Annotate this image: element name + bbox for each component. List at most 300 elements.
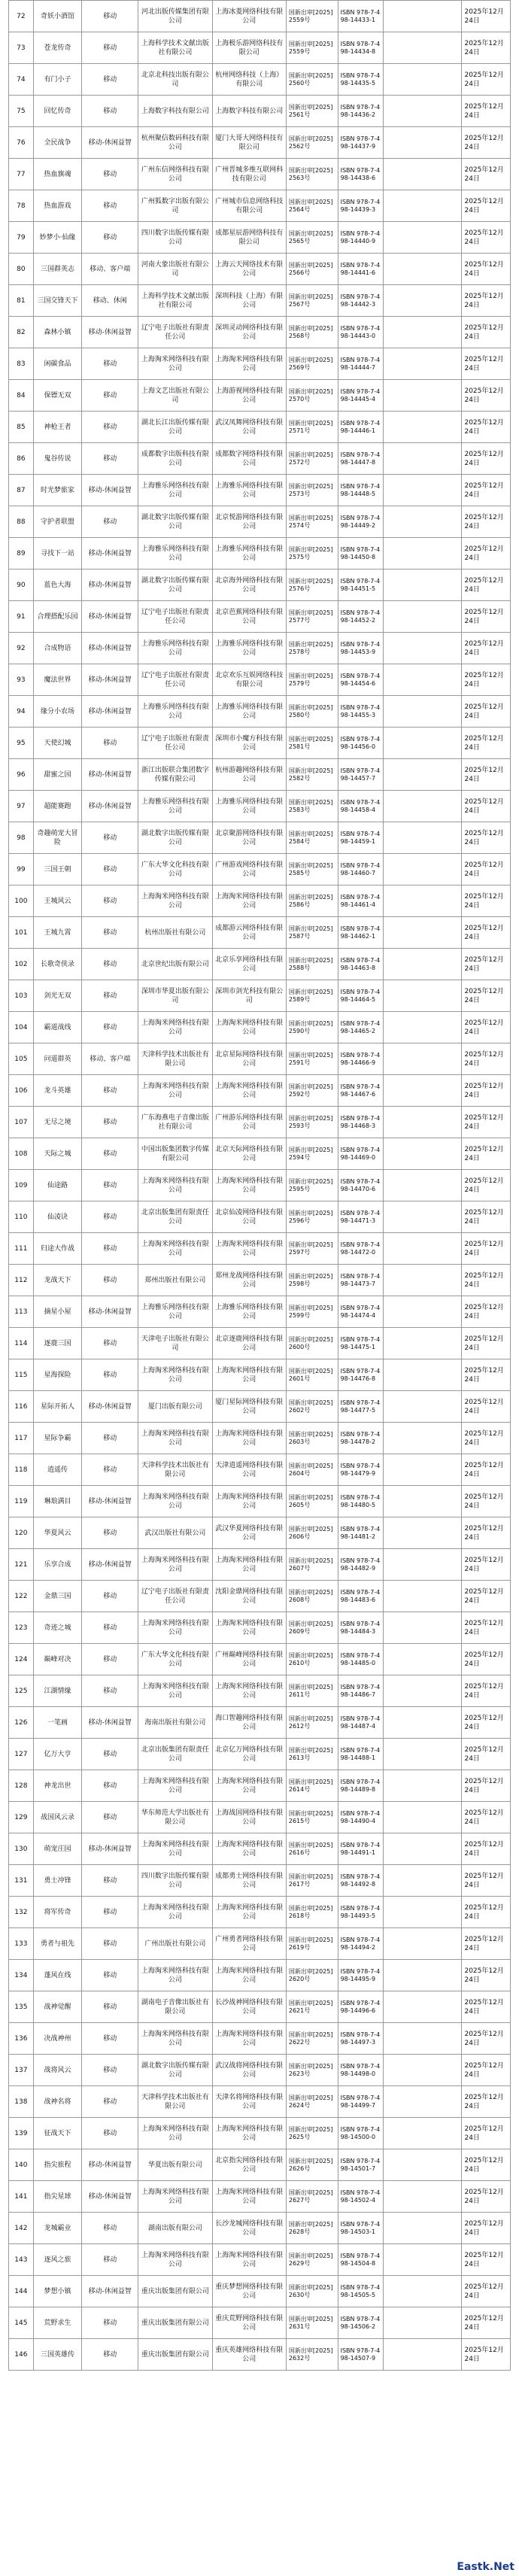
table-row — [9, 475, 511, 506]
publisher-name: 上海淘米网络科技有限公司 — [138, 2244, 212, 2276]
isbn-number: ISBN 978-7-498-14450-8 — [338, 538, 383, 570]
game-name: 回忆传奇 — [33, 96, 81, 127]
operator-name: 北京悦游网络科技有限公司 — [212, 506, 286, 538]
table-row — [9, 1770, 511, 1802]
table-row — [9, 1454, 511, 1486]
game-type: 移动 — [82, 1075, 138, 1107]
row-number: 109 — [9, 1170, 34, 1201]
table-row — [9, 506, 511, 538]
game-type: 移动 — [82, 1612, 138, 1644]
operator-name: 广州巅峰网络科技有限公司 — [212, 1644, 286, 1675]
row-number: 102 — [9, 949, 34, 980]
table-row — [9, 2213, 511, 2244]
table-row — [9, 854, 511, 886]
publisher-name: 深圳市华夏出版有限公司 — [138, 980, 212, 1012]
approval-number: 国新出审[2025]2603号 — [286, 1423, 338, 1454]
table-row — [9, 96, 511, 127]
game-name: 奇迹之城 — [33, 1612, 81, 1644]
blank-cell — [383, 2276, 462, 2307]
operator-name: 上海淘米网络科技有限公司 — [212, 1170, 286, 1201]
game-type: 移动-休闲益智 — [82, 601, 138, 633]
game-type: 移动-休闲益智 — [82, 2276, 138, 2307]
isbn-number: ISBN 978-7-498-14479-9 — [338, 1454, 383, 1486]
isbn-number: ISBN 978-7-498-14455-3 — [338, 696, 383, 728]
approval-date: 2025年12月24日 — [462, 759, 511, 791]
approval-number: 国新出审[2025]2629号 — [286, 2244, 338, 2276]
operator-name: 广州勇者网络科技有限公司 — [212, 1928, 286, 1960]
publisher-name: 杭州出版社有限公司 — [138, 917, 212, 949]
operator-name: 上海淘米网络科技有限公司 — [212, 1960, 286, 1991]
game-name: 热血旗魂 — [33, 159, 81, 190]
table-row — [9, 759, 511, 791]
blank-cell — [383, 1581, 462, 1612]
game-name: 三国王朝 — [33, 854, 81, 886]
row-number: 129 — [9, 1802, 34, 1833]
row-number: 118 — [9, 1454, 34, 1486]
operator-name: 深圳科技（上海）有限公司 — [212, 285, 286, 317]
row-number: 136 — [9, 2023, 34, 2055]
game-type: 移动 — [82, 2055, 138, 2086]
row-number: 75 — [9, 96, 34, 127]
publisher-name: 武汉出版社有限公司 — [138, 1517, 212, 1549]
approval-date: 2025年12月24日 — [462, 96, 511, 127]
approval-date: 2025年12月24日 — [462, 64, 511, 96]
publisher-name: 郑州出版社有限公司 — [138, 1265, 212, 1296]
operator-name: 重庆英雄网络科技有限公司 — [212, 2339, 286, 2371]
approval-number: 国新出审[2025]2570号 — [286, 380, 338, 412]
operator-name: 成都游云网络科技有限公司 — [212, 917, 286, 949]
table-row — [9, 1107, 511, 1138]
table-row — [9, 254, 511, 285]
approval-number: 国新出审[2025]2630号 — [286, 2276, 338, 2307]
isbn-number: ISBN 978-7-498-14490-4 — [338, 1802, 383, 1833]
blank-cell — [383, 1486, 462, 1517]
blank-cell — [383, 1138, 462, 1170]
approval-number: 国新出审[2025]2620号 — [286, 1960, 338, 1991]
publisher-name: 上海淘米网络科技有限公司 — [138, 1833, 212, 1865]
row-number: 108 — [9, 1138, 34, 1170]
blank-cell — [383, 1675, 462, 1707]
game-name: 妙梦小·仙缘 — [33, 222, 81, 254]
row-number: 93 — [9, 664, 34, 696]
approval-date: 2025年12月24日 — [462, 1486, 511, 1517]
game-type: 移动 — [82, 917, 138, 949]
isbn-number: ISBN 978-7-498-14442-3 — [338, 285, 383, 317]
operator-name: 北京海外网络科技有限公司 — [212, 570, 286, 601]
publisher-name: 上海淘米网络科技有限公司 — [138, 348, 212, 380]
approval-date: 2025年12月24日 — [462, 2149, 511, 2181]
approval-number: 国新出审[2025]2585号 — [286, 854, 338, 886]
row-number: 122 — [9, 1581, 34, 1612]
isbn-number: ISBN 978-7-498-14439-3 — [338, 190, 383, 222]
game-type: 移动 — [82, 2244, 138, 2276]
publisher-name: 北京出版集团有限责任公司 — [138, 1201, 212, 1233]
game-name: 指尖星球 — [33, 2181, 81, 2213]
approval-date: 2025年12月24日 — [462, 380, 511, 412]
game-type: 移动-休闲益智 — [82, 475, 138, 506]
approval-date: 2025年12月24日 — [462, 1201, 511, 1233]
approval-date: 2025年12月24日 — [462, 2118, 511, 2149]
blank-cell — [383, 1233, 462, 1265]
table-row — [9, 2055, 511, 2086]
blank-cell — [383, 1423, 462, 1454]
approval-number: 国新出审[2025]2574号 — [286, 506, 338, 538]
isbn-number: ISBN 978-7-498-14443-0 — [338, 317, 383, 348]
isbn-number: ISBN 978-7-498-14458-4 — [338, 791, 383, 822]
approval-date: 2025年12月24日 — [462, 2213, 511, 2244]
row-number: 95 — [9, 728, 34, 759]
blank-cell — [383, 96, 462, 127]
blank-cell — [383, 1012, 462, 1043]
approval-number: 国新出审[2025]2561号 — [286, 96, 338, 127]
game-type: 移动 — [82, 854, 138, 886]
blank-cell — [383, 412, 462, 443]
operator-name: 成都数字网络科技有限公司 — [212, 443, 286, 475]
game-name: 热血游戏 — [33, 190, 81, 222]
blank-cell — [383, 1359, 462, 1391]
approval-date: 2025年12月24日 — [462, 1012, 511, 1043]
approval-number: 国新出审[2025]2623号 — [286, 2055, 338, 2086]
blank-cell — [383, 1170, 462, 1201]
table-row — [9, 2023, 511, 2055]
operator-name: 上海淘米网络科技有限公司 — [212, 1075, 286, 1107]
blank-cell — [383, 1107, 462, 1138]
row-number: 137 — [9, 2055, 34, 2086]
blank-cell — [383, 506, 462, 538]
isbn-number: ISBN 978-7-498-14478-2 — [338, 1423, 383, 1454]
approval-date: 2025年12月24日 — [462, 348, 511, 380]
operator-name: 成都勇士网络科技有限公司 — [212, 1865, 286, 1897]
table-row — [9, 1581, 511, 1612]
approval-date: 2025年12月24日 — [462, 1770, 511, 1802]
approval-number: 国新出审[2025]2568号 — [286, 317, 338, 348]
game-type: 移动 — [82, 1233, 138, 1265]
table-row — [9, 1170, 511, 1201]
approval-date: 2025年12月24日 — [462, 2339, 511, 2371]
approval-number: 国新出审[2025]2626号 — [286, 2149, 338, 2181]
table-row — [9, 2086, 511, 2118]
approval-number: 国新出审[2025]2589号 — [286, 980, 338, 1012]
isbn-number: ISBN 978-7-498-14493-5 — [338, 1897, 383, 1928]
operator-name: 上海数字科技有限公司 — [212, 96, 286, 127]
blank-cell — [383, 254, 462, 285]
game-type: 移动 — [82, 980, 138, 1012]
isbn-number: ISBN 978-7-498-14489-8 — [338, 1770, 383, 1802]
publisher-name: 北京出版集团有限责任公司 — [138, 1739, 212, 1770]
game-type: 移动 — [82, 1739, 138, 1770]
approval-date: 2025年12月24日 — [462, 1233, 511, 1265]
approval-date: 2025年12月24日 — [462, 633, 511, 664]
game-type: 移动 — [82, 1675, 138, 1707]
isbn-number: ISBN 978-7-498-14473-7 — [338, 1265, 383, 1296]
approval-date: 2025年12月24日 — [462, 1454, 511, 1486]
row-number: 107 — [9, 1107, 34, 1138]
table-row — [9, 2307, 511, 2339]
blank-cell — [383, 1296, 462, 1328]
isbn-number: ISBN 978-7-498-14441-6 — [338, 254, 383, 285]
isbn-number: ISBN 978-7-498-14475-1 — [338, 1328, 383, 1359]
approval-date: 2025年12月24日 — [462, 2086, 511, 2118]
isbn-number: ISBN 978-7-498-14436-2 — [338, 96, 383, 127]
table-row — [9, 728, 511, 759]
approval-number: 国新出审[2025]2632号 — [286, 2339, 338, 2371]
table-row — [9, 285, 511, 317]
game-type: 移动-休闲益智 — [82, 664, 138, 696]
approval-number: 国新出审[2025]2619号 — [286, 1928, 338, 1960]
game-name: 超能赛跑 — [33, 791, 81, 822]
blank-cell — [383, 2149, 462, 2181]
game-type: 移动 — [82, 1770, 138, 1802]
game-type: 移动 — [82, 1012, 138, 1043]
publisher-name: 重庆出版集团有限公司 — [138, 2307, 212, 2339]
blank-cell — [383, 980, 462, 1012]
operator-name: 上海极乐游网络科技有限公司 — [212, 32, 286, 64]
isbn-number: ISBN 978-7-498-14463-8 — [338, 949, 383, 980]
game-type: 移动 — [82, 1802, 138, 1833]
game-name: 合成物语 — [33, 633, 81, 664]
blank-cell — [383, 64, 462, 96]
table-row — [9, 222, 511, 254]
row-number: 84 — [9, 380, 34, 412]
row-number: 81 — [9, 285, 34, 317]
row-number: 131 — [9, 1865, 34, 1897]
game-name: 勇者与祖先 — [33, 1928, 81, 1960]
approval-date: 2025年12月24日 — [462, 2023, 511, 2055]
game-type: 移动 — [82, 1138, 138, 1170]
game-type: 移动 — [82, 1265, 138, 1296]
publisher-name: 广东大华文化科技有限公司 — [138, 854, 212, 886]
game-name: 守护者联盟 — [33, 506, 81, 538]
publisher-name: 上海淘米网络科技有限公司 — [138, 1770, 212, 1802]
game-name: 仙途路 — [33, 1170, 81, 1201]
game-type: 移动-休闲益智 — [82, 1833, 138, 1865]
publisher-name: 海南出版社有限公司 — [138, 1707, 212, 1739]
table-row — [9, 64, 511, 96]
isbn-number: ISBN 978-7-498-14482-9 — [338, 1549, 383, 1581]
game-name: 战神名将 — [33, 2086, 81, 2118]
approval-date: 2025年12月24日 — [462, 2276, 511, 2307]
blank-cell — [383, 1833, 462, 1865]
approval-date: 2025年12月24日 — [462, 822, 511, 854]
row-number: 124 — [9, 1644, 34, 1675]
operator-name: 北京天际网络科技有限公司 — [212, 1138, 286, 1170]
approval-number: 国新出审[2025]2588号 — [286, 949, 338, 980]
row-number: 72 — [9, 1, 34, 32]
isbn-number: ISBN 978-7-498-14505-5 — [338, 2276, 383, 2307]
approval-number: 国新出审[2025]2575号 — [286, 538, 338, 570]
operator-name: 上海淘米网络科技有限公司 — [212, 1833, 286, 1865]
approval-number: 国新出审[2025]2564号 — [286, 190, 338, 222]
blank-cell — [383, 1549, 462, 1581]
isbn-number: ISBN 978-7-498-14457-7 — [338, 759, 383, 791]
game-name: 保镖无双 — [33, 380, 81, 412]
publisher-name: 湖南出版有限公司 — [138, 2213, 212, 2244]
table-row — [9, 2339, 511, 2371]
game-name: 逍遥传 — [33, 1454, 81, 1486]
blank-cell — [383, 2086, 462, 2118]
approval-number: 国新出审[2025]2587号 — [286, 917, 338, 949]
blank-cell — [383, 127, 462, 159]
operator-name: 上海游视网络科技有限公司 — [212, 380, 286, 412]
publisher-name: 广东海燕电子音像出版社有限公司 — [138, 1107, 212, 1138]
approval-number: 国新出审[2025]2565号 — [286, 222, 338, 254]
isbn-number: ISBN 978-7-498-14438-6 — [338, 159, 383, 190]
isbn-number: ISBN 978-7-498-14504-8 — [338, 2244, 383, 2276]
publisher-name: 浙江出版联合集团数字传媒有限公司 — [138, 759, 212, 791]
game-type: 移动 — [82, 348, 138, 380]
table-body — [9, 1, 511, 2371]
operator-name: 重庆梦想网络科技有限公司 — [212, 2276, 286, 2307]
game-name: 甜蜜之园 — [33, 759, 81, 791]
row-number: 106 — [9, 1075, 34, 1107]
game-type: 移动 — [82, 1644, 138, 1675]
operator-name: 北京亿万网络科技有限公司 — [212, 1739, 286, 1770]
operator-name: 上海淘米网络科技有限公司 — [212, 1612, 286, 1644]
game-type: 移动-休闲益智 — [82, 2149, 138, 2181]
game-type: 移动 — [82, 32, 138, 64]
game-type: 移动 — [82, 506, 138, 538]
table-row — [9, 127, 511, 159]
approval-number: 国新出审[2025]2611号 — [286, 1675, 338, 1707]
publisher-name: 广州出版社有限公司 — [138, 1928, 212, 1960]
blank-cell — [383, 2118, 462, 2149]
publisher-name: 河南大象出版社有限公司 — [138, 254, 212, 285]
isbn-number: ISBN 978-7-498-14477-5 — [338, 1391, 383, 1423]
publisher-name: 广州东信网络科技有限公司 — [138, 159, 212, 190]
table-row — [9, 1391, 511, 1423]
blank-cell — [383, 348, 462, 380]
operator-name: 上海冰菱网络科技有限公司 — [212, 1, 286, 32]
table-row — [9, 159, 511, 190]
game-name: 霸道战线 — [33, 1012, 81, 1043]
isbn-number: ISBN 978-7-498-14480-5 — [338, 1486, 383, 1517]
row-number: 127 — [9, 1739, 34, 1770]
game-type: 移动 — [82, 1897, 138, 1928]
approval-number: 国新出审[2025]2576号 — [286, 570, 338, 601]
game-name: 合理搭配乐园 — [33, 601, 81, 633]
publisher-name: 湖北数字出版传媒有限公司 — [138, 506, 212, 538]
operator-name: 广州晋城多维互联网科技有限公司 — [212, 159, 286, 190]
operator-name: 深圳市剑光科技有限公司 — [212, 980, 286, 1012]
game-name: 勇士冲锋 — [33, 1865, 81, 1897]
publisher-name: 辽宁电子出版社有限责任公司 — [138, 664, 212, 696]
row-number: 144 — [9, 2276, 34, 2307]
game-name: 神龙出世 — [33, 1770, 81, 1802]
game-name: 无尽之境 — [33, 1107, 81, 1138]
blank-cell — [383, 601, 462, 633]
blank-cell — [383, 1075, 462, 1107]
approval-date: 2025年12月24日 — [462, 1075, 511, 1107]
isbn-number: ISBN 978-7-498-14445-4 — [338, 380, 383, 412]
blank-cell — [383, 854, 462, 886]
blank-cell — [383, 1991, 462, 2023]
row-number: 134 — [9, 1960, 34, 1991]
approval-date: 2025年12月24日 — [462, 1581, 511, 1612]
blank-cell — [383, 949, 462, 980]
blank-cell — [383, 475, 462, 506]
isbn-number: ISBN 978-7-498-14453-9 — [338, 633, 383, 664]
publisher-name: 华夏出版有限公司 — [138, 2149, 212, 2181]
isbn-number: ISBN 978-7-498-14444-7 — [338, 348, 383, 380]
game-name: 梦想小镇 — [33, 2276, 81, 2307]
row-number: 120 — [9, 1517, 34, 1549]
row-number: 139 — [9, 2118, 34, 2149]
isbn-number: ISBN 978-7-498-14433-1 — [338, 1, 383, 32]
blank-cell — [383, 1612, 462, 1644]
publisher-name: 湖北数字出版传媒有限公司 — [138, 2055, 212, 2086]
isbn-number: ISBN 978-7-498-14466-9 — [338, 1043, 383, 1075]
game-type: 移动 — [82, 728, 138, 759]
blank-cell — [383, 696, 462, 728]
approval-date: 2025年12月24日 — [462, 32, 511, 64]
operator-name: 上海淘米网络科技有限公司 — [212, 348, 286, 380]
operator-name: 上海淘米网络科技有限公司 — [212, 1549, 286, 1581]
table-row — [9, 664, 511, 696]
approval-date: 2025年12月24日 — [462, 190, 511, 222]
row-number: 128 — [9, 1770, 34, 1802]
table-row — [9, 1865, 511, 1897]
approval-date: 2025年12月24日 — [462, 412, 511, 443]
row-number: 105 — [9, 1043, 34, 1075]
isbn-number: ISBN 978-7-498-14494-2 — [338, 1928, 383, 1960]
approval-number: 国新出审[2025]2594号 — [286, 1138, 338, 1170]
isbn-number: ISBN 978-7-498-14440-9 — [338, 222, 383, 254]
row-number: 145 — [9, 2307, 34, 2339]
isbn-number: ISBN 978-7-498-14476-8 — [338, 1359, 383, 1391]
game-type: 移动-休闲益智 — [82, 127, 138, 159]
table-row — [9, 633, 511, 664]
approval-number: 国新出审[2025]2584号 — [286, 822, 338, 854]
approval-number: 国新出审[2025]2596号 — [286, 1201, 338, 1233]
blank-cell — [383, 1770, 462, 1802]
row-number: 143 — [9, 2244, 34, 2276]
operator-name: 上海淘米网络科技有限公司 — [212, 1770, 286, 1802]
publisher-name: 中国出版集团数字传媒有限公司 — [138, 1138, 212, 1170]
approval-number: 国新出审[2025]2579号 — [286, 664, 338, 696]
game-name: 闲碳食品 — [33, 348, 81, 380]
game-type: 移动 — [82, 822, 138, 854]
operator-name: 厦门大哥大网络科技有限公司 — [212, 127, 286, 159]
game-type: 移动 — [82, 1423, 138, 1454]
game-type: 移动-休闲益智 — [82, 570, 138, 601]
game-type: 移动 — [82, 1581, 138, 1612]
game-type: 移动 — [82, 1201, 138, 1233]
table-row — [9, 980, 511, 1012]
operator-name: 上海淘米网络科技有限公司 — [212, 1486, 286, 1517]
operator-name: 上海战国网络科技有限公司 — [212, 1802, 286, 1833]
publisher-name: 上海淘米网络科技有限公司 — [138, 1612, 212, 1644]
approval-number: 国新出审[2025]2607号 — [286, 1549, 338, 1581]
publisher-name: 天津科学技术出版社有限公司 — [138, 2086, 212, 2118]
operator-name: 天津逍遥网络科技有限公司 — [212, 1454, 286, 1486]
isbn-number: ISBN 978-7-498-14471-3 — [338, 1201, 383, 1233]
game-type: 移动-休闲益智 — [82, 1296, 138, 1328]
blank-cell — [383, 443, 462, 475]
blank-cell — [383, 2181, 462, 2213]
row-number: 85 — [9, 412, 34, 443]
isbn-number: ISBN 978-7-498-14462-1 — [338, 917, 383, 949]
publisher-name: 辽宁电子出版社有限责任公司 — [138, 317, 212, 348]
table-row — [9, 538, 511, 570]
blank-cell — [383, 1454, 462, 1486]
blank-cell — [383, 728, 462, 759]
game-type: 移动-休闲益智 — [82, 1486, 138, 1517]
game-name: 龙城霸业 — [33, 2213, 81, 2244]
publisher-name: 湖南电子音像出版社有限公司 — [138, 1991, 212, 2023]
blank-cell — [383, 1865, 462, 1897]
approval-number: 国新出审[2025]2562号 — [286, 127, 338, 159]
operator-name: 郑州龙战网络科技有限公司 — [212, 1265, 286, 1296]
